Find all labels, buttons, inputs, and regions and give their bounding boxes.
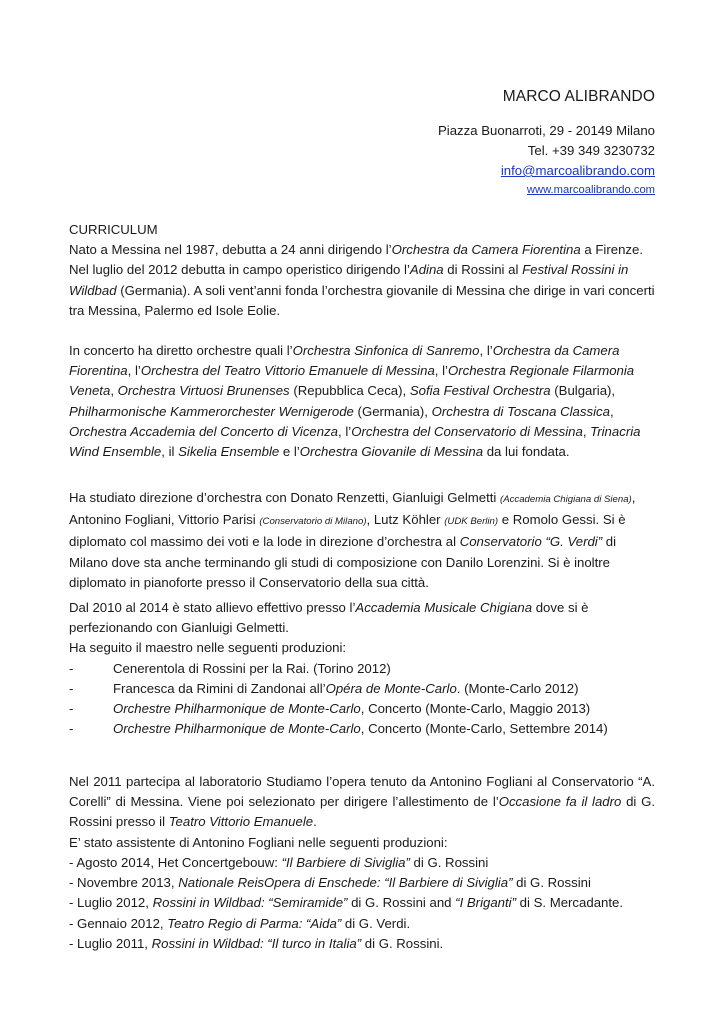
- paragraph-chigiana: Dal 2010 al 2014 è stato allievo effettivo presso l’Accademia Musicale Chigiana dove si è perfezionando con Gianluigi Gelmetti. Ha seguito il maestro nelle seguenti produzioni: - Cenerentola di Rossini per la Rai. (Torino 2012) - Francesca da Rimini di Zandonai all’Opéra de Monte-Carlo. (Monte-Carlo 2012) - Orchestre Philharmonique de Monte-Carlo, Concerto (Monte-Carlo, Maggio 2013) - Orchestre Philharmonique de Monte-Carlo, Concerto (Monte-Carlo, Settembre 2014): [69, 598, 655, 739]
- paragraph-bio: Nato a Messina nel 1987, debutta a 24 anni dirigendo l’Orchestra da Camera Fiorentina a Firenze. Nel luglio del 2012 debutta in campo operistico dirigendo l’Adina di Rossini al Festival Rossini in Wildbad (Germania). A soli vent’anni fonda l’orchestra giovanile di Messina che dirige in vari concerti tra Messina, Palermo ed Isole Eolie.: [69, 242, 655, 318]
- list-item: - Luglio 2011, Rossini in Wildbad: “Il turco in Italia” di G. Rossini.: [69, 935, 444, 951]
- email-link[interactable]: info@marcoalibrando.com: [500, 163, 655, 178]
- address: Piazza Buonarroti, 29 - 20149 Milano: [438, 123, 655, 138]
- list-item: - Francesca da Rimini di Zandonai all’Opéra de Monte-Carlo. (Monte-Carlo 2012): [69, 680, 579, 696]
- paragraph-studies: Ha studiato direzione d’orchestra con Donato Renzetti, Gianluigi Gelmetti (Accademia Chigiana di Siena), Antonino Fogliani, Vittorio Parisi (Conservatorio di Milano), Lutz Köhler (UDK Berlin) e Romolo Gessi. Si è diplomato col massimo dei voti e la lode in direzione d’orchestra al Conservatorio “G. Verdi” di Milano dove sta anche terminando gli studi di composizione con Danilo Lorenzini. Si è inoltre diplomato in pianoforte presso il Conservatorio della sua città.: [69, 490, 636, 590]
- list-item: - Gennaio 2012, Teatro Regio di Parma: “Aida” di G. Verdi.: [69, 915, 411, 931]
- author-name: MARCO ALIBRANDO: [502, 88, 655, 105]
- list-item: - Orchestre Philharmonique de Monte-Carlo, Concerto (Monte-Carlo, Settembre 2014): [69, 721, 608, 737]
- paragraph-laboratory: Nel 2011 partecipa al laboratorio Studiamo l’opera tenuto da Antonino Fogliani al Conservatorio “A. Corelli” di Messina. Viene poi selezionato per dirigere l’allestimento de l’Occasione fa il ladro di G. Rossini presso il Teatro Vittorio Emanuele. E’ stato assistente di Antonino Fogliani nelle seguenti produzioni:: [69, 774, 655, 850]
- assistant-list: [69, 853, 655, 954]
- list-item: - Orchestre Philharmonique de Monte-Carlo, Concerto (Monte-Carlo, Maggio 2013): [69, 701, 591, 717]
- list-item: - Novembre 2013, Nationale ReisOpera di Enschede: “Il Barbiere di Siviglia” di G. Rossini: [69, 875, 591, 891]
- section-curriculum: [69, 220, 655, 321]
- paragraph-orchestras: In concerto ha diretto orchestre quali l’Orchestra Sinfonica di Sanremo, l’Orchestra da Camera Fiorentina, l’Orchestra del Teatro Vittorio Emanuele di Messina, l’Orchestra Regionale Filarmonia Veneta, Orchestra Virtuosi Brunenses (Repubblica Ceca), Sofia Festival Orchestra (Bulgaria), Philharmonische Kammerorchester Wernigerode (Germania), Orchestra di Toscana Classica, Orchestra Accademia del Concerto di Vicenza, l’Orchestra del Conservatorio di Messina, Trinacria Wind Ensemble, il Sikelia Ensemble e l’Orchestra Giovanile di Messina da lui fondata.: [69, 343, 641, 460]
- phone-number: Tel. +39 349 3230732: [527, 143, 655, 158]
- list-item: - Cenerentola di Rossini per la Rai. (Torino 2012): [69, 660, 391, 676]
- website-link[interactable]: www.marcoalibrando.com: [526, 184, 655, 196]
- list-item: - Agosto 2014, Het Concertgebouw: “Il Barbiere di Siviglia” di G. Rossini: [69, 855, 489, 870]
- list-item: - Luglio 2012, Rossini in Wildbad: “Semiramide” di G. Rossini and “I Briganti” di S. Mercadante.: [69, 895, 624, 911]
- section-title: CURRICULUM: [69, 222, 158, 237]
